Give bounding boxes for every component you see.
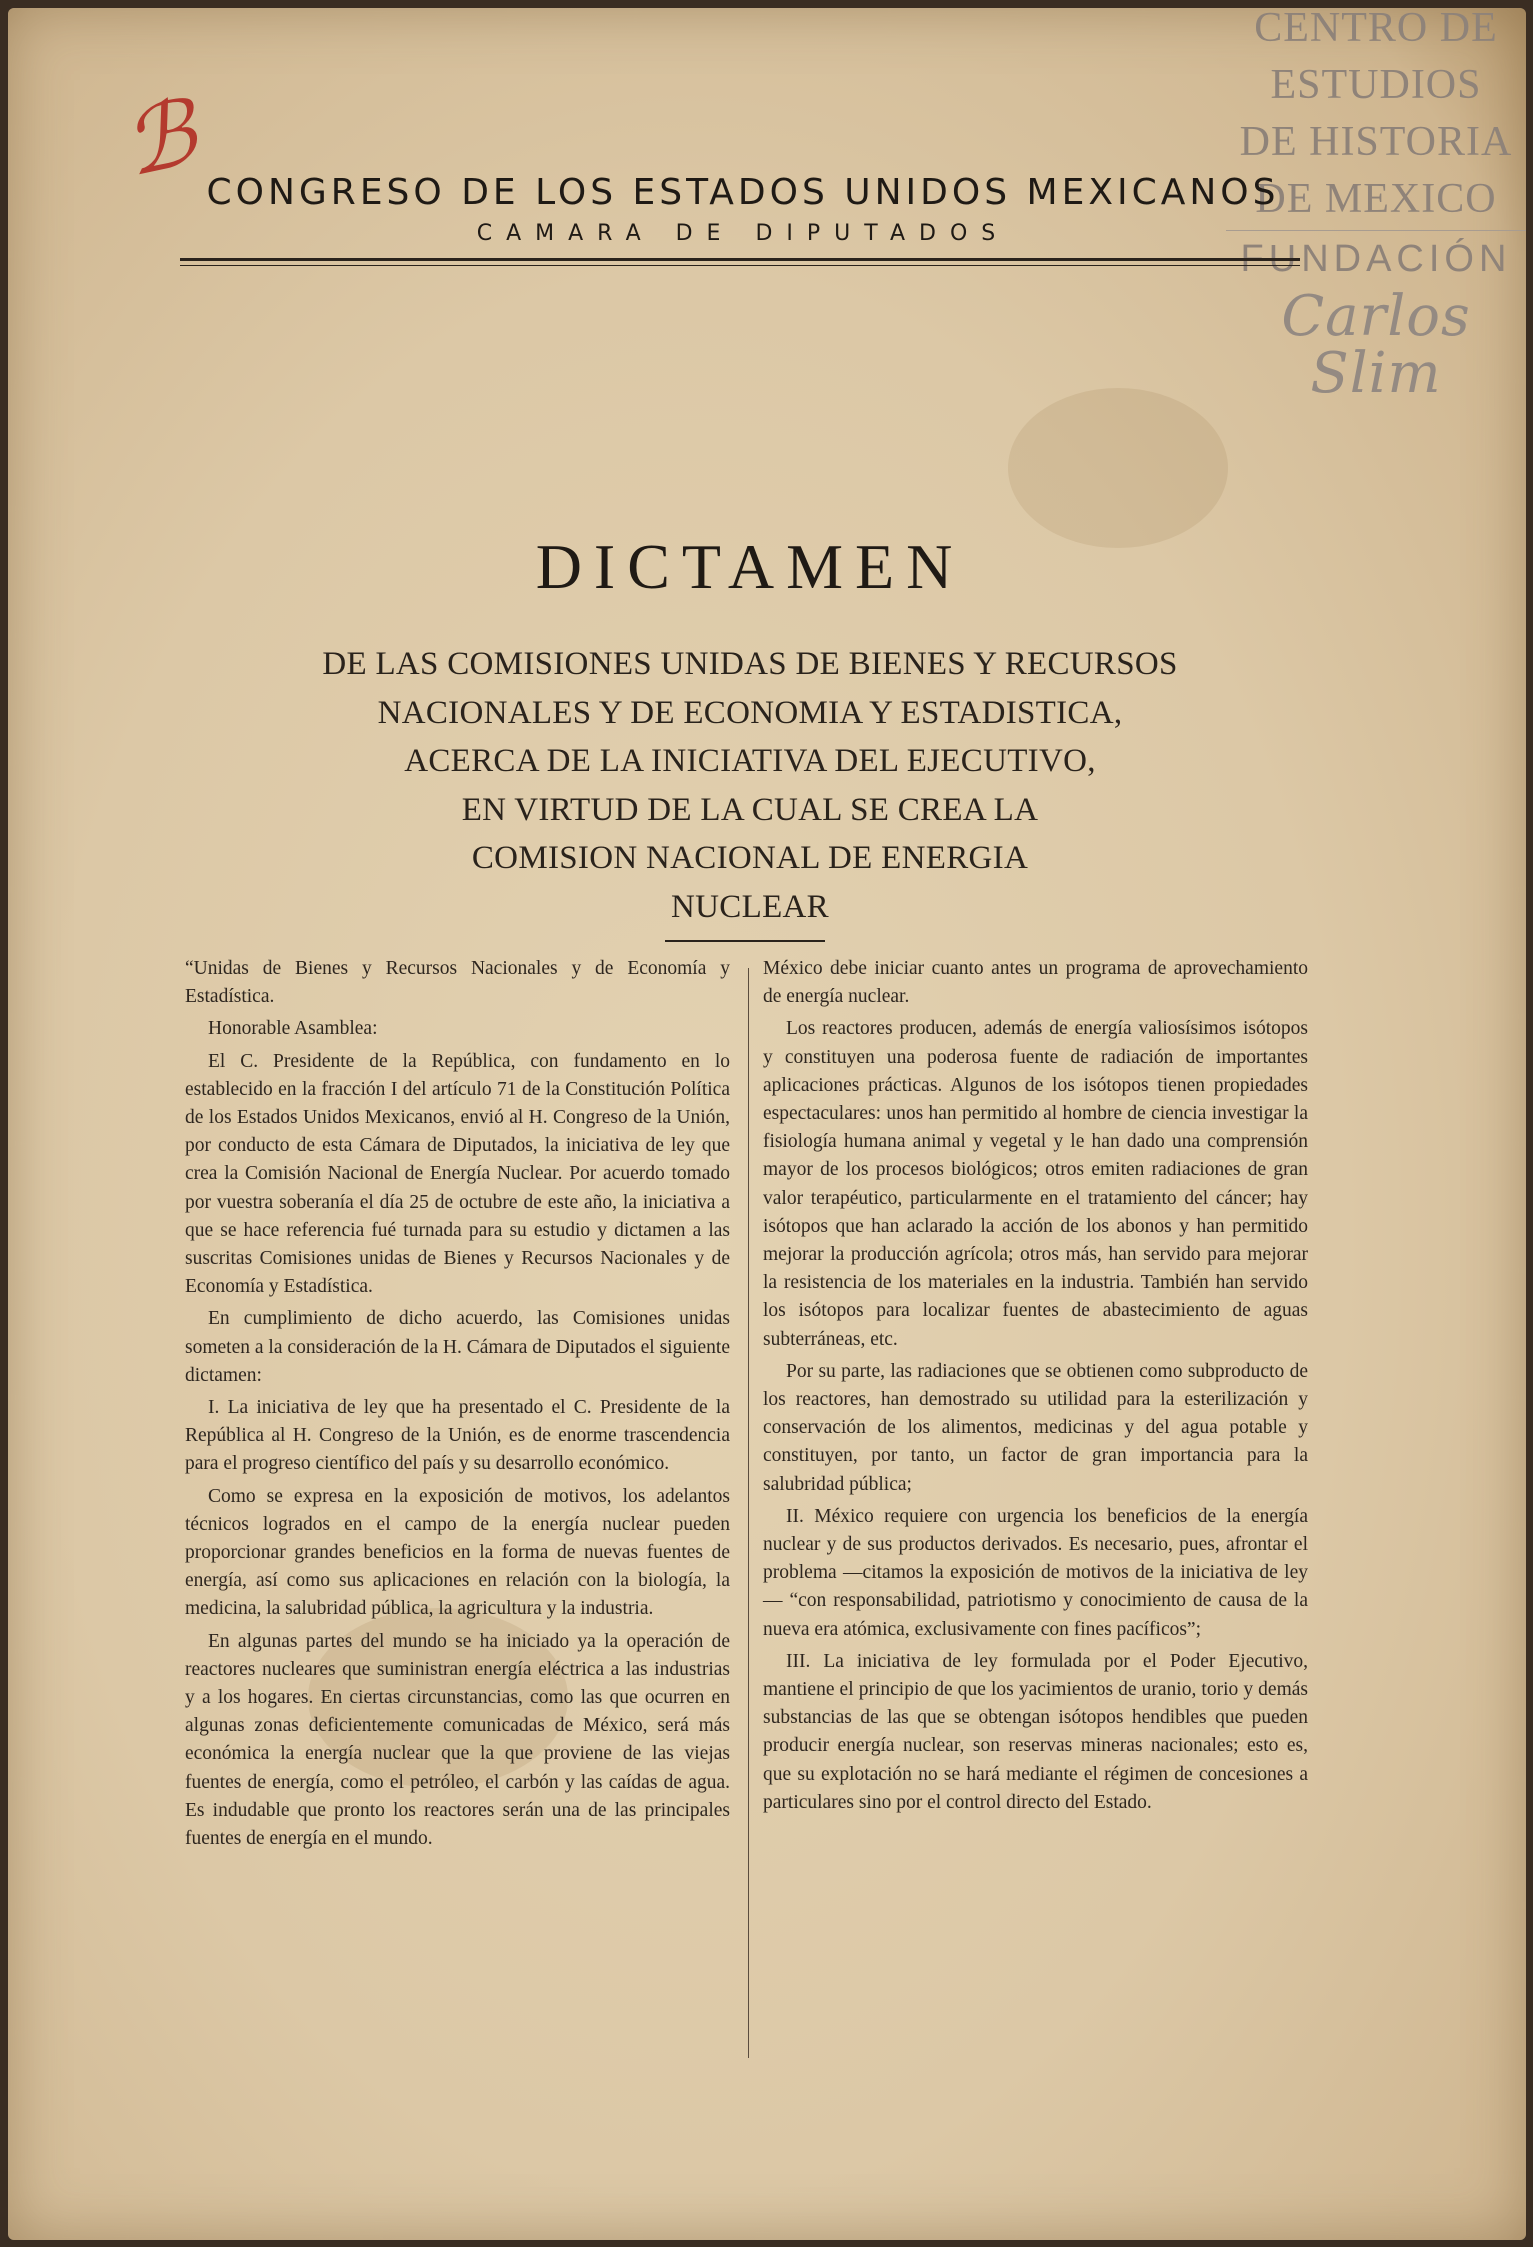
letterhead-rule xyxy=(180,258,1300,266)
stamp-foundation: FUNDACIÓN xyxy=(1240,238,1512,280)
subtitle-line: DE LAS COMISIONES UNIDAS DE BIENES Y RECURSOS xyxy=(322,646,1178,682)
red-pencil-mark-icon: ℬ xyxy=(114,79,206,198)
paragraph: En cumplimiento de dicho acuerdo, las Comisiones unidas someten a la consideración de la H. Cámara de Diputados el siguiente dictamen: xyxy=(185,1308,730,1386)
title-divider xyxy=(665,940,825,942)
document-subtitle xyxy=(240,640,1260,931)
stamp-line: CENTRO DE xyxy=(1254,5,1498,51)
body-column-right xyxy=(763,955,1308,1821)
document-title: DICTAMEN xyxy=(535,531,965,602)
paragraph: El C. Presidente de la República, con fundamento en lo establecido en la fracción I del artículo 71 de la Constitución Política de los Estados Unidos Mexicanos, envió al H. Congreso de la Unión, por conducto de esta Cámara de Diputados, la iniciativa de ley que crea la Comisión Nacional de Energía Nuclear. Por acuerdo tomado por vuestra soberanía el día 25 de octubre de este año, la iniciativa a que se hace referencia fué turnada para su estudio y dictamen a las suscritas Comisiones unidas de Bienes y Recursos Nacionales y de Economía y Estadística. xyxy=(185,1050,730,1298)
paragraph: II. México requiere con urgencia los beneficios de la energía nuclear y de sus productos derivados. Es necesario, pues, afrontar el problema —citamos la exposición de motivos de la iniciativa de ley— “con responsabilidad, patriotismo y conocimiento de causa de la nueva era atómica, exclusivamente con fines pacíficos”; xyxy=(763,1505,1308,1640)
paragraph: Por su parte, las radiaciones que se obtienen como subproducto de los reactores, han demostrado su utilidad para la esterilización y conservación de los alimentos, medicinas y del agua potable y constituyen, por tanto, un factor de gran importancia para la salubridad pública; xyxy=(763,1360,1308,1495)
paragraph: “Unidas de Bienes y Recursos Nacionales y de Economía y Estadística. xyxy=(185,958,730,1008)
subtitle-line: COMISION NACIONAL DE ENERGIA xyxy=(471,840,1029,876)
subtitle-line: NACIONALES Y DE ECONOMIA Y ESTADISTICA, xyxy=(377,694,1123,731)
column-divider xyxy=(748,968,749,2058)
stamp-line: DE HISTORIA xyxy=(1239,119,1513,165)
stamp-line: DE MEXICO xyxy=(1255,176,1497,222)
paragraph: Honorable Asamblea: xyxy=(208,1018,378,1040)
letterhead-chamber: CAMARA DE DIPUTADOS xyxy=(476,221,1010,246)
body-column-left xyxy=(185,955,730,1857)
paper-stain xyxy=(1008,388,1228,548)
paragraph: I. La iniciativa de ley que ha presentado el C. Presidente de la República al H. Congreso de la Unión, es de enorme trascendencia para el progreso científico del país y su desarrollo económico. xyxy=(185,1397,730,1475)
stamp-line: ESTUDIOS xyxy=(1270,62,1482,108)
paragraph: III. La iniciativa de ley formulada por el Poder Ejecutivo, mantiene el principio de que los yacimientos de uranio, torio y demás substancias de las que se obtengan isótopos hendibles que pueden producir energía nuclear, son reservas mineras nacionales; esto es, que su explotación no se hará mediante el régimen de concesiones a particulares sino por el control directo del Estado. xyxy=(763,1650,1308,1813)
letterhead-congress: CONGRESO DE LOS ESTADOS UNIDOS MEXICANOS xyxy=(206,172,1280,213)
stamp-signature: Carlos Slim xyxy=(1281,284,1471,406)
subtitle-line: EN VIRTUD DE LA CUAL SE CREA LA xyxy=(461,791,1039,828)
subtitle-line: NUCLEAR xyxy=(671,888,829,925)
paragraph: En algunas partes del mundo se ha iniciado ya la operación de reactores nucleares que suministran energía eléctrica a las industrias y a los hogares. En ciertas circunstancias, como las que ocurren en algunas zonas deficientemente comunicadas de México, será más económica la energía nuclear que la que proviene de las viejas fuentes de energía, como el petróleo, el carbón y las caídas de agua. Es indudable que pronto los reactores serán una de las principales fuentes de energía en el mundo. xyxy=(185,1630,730,1850)
paragraph: Los reactores producen, además de energía valiosísimos isótopos y constituyen una poderosa fuente de radiación de importantes aplicaciones prácticas. Algunos de los isótopos tienen propiedades espectaculares: unos han permitido al hombre de ciencia investigar la fisiología humana animal y vegetal y le han dado una comprensión mayor de los procesos biológicos; otros emiten radiaciones de gran valor terapéutico, particularmente en el tratamiento del cáncer; hay isótopos que han aclarado la acción de los abonos y han permitido mejorar la producción agrícola; otros más, han servido para mejorar la resistencia de los materiales en la industria. También han servido los isótopos para localizar fuentes de abastecimiento de aguas subterráneas, etc. xyxy=(763,1018,1308,1350)
subtitle-line: ACERCA DE LA INICIATIVA DEL EJECUTIVO, xyxy=(404,743,1096,779)
paragraph: México debe iniciar cuanto antes un programa de aprovechamiento de energía nuclear. xyxy=(763,958,1308,1008)
paragraph: Como se expresa en la exposición de motivos, los adelantos técnicos logrados en el campo de la energía nuclear pueden proporcionar grandes beneficios en la forma de nuevas fuentes de energía, así como sus aplicaciones en relación con la biología, la medicina, la salubridad pública, la agricultura y la industria. xyxy=(185,1485,730,1620)
